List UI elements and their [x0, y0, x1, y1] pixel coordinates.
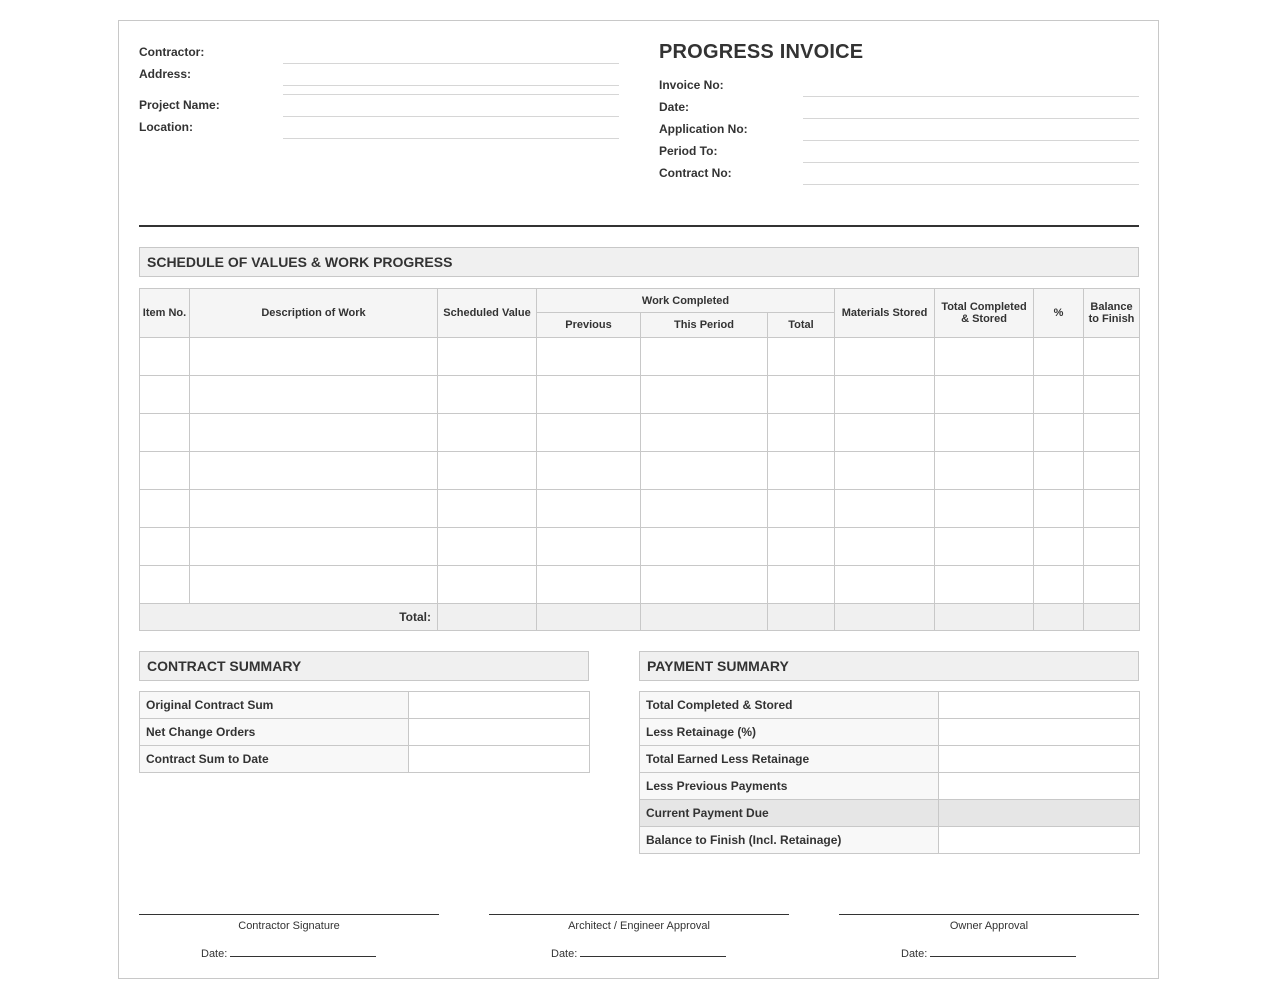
- contractor-date-line[interactable]: [230, 946, 376, 957]
- table-row: [140, 490, 1140, 528]
- payment-summary-header: [639, 651, 1139, 681]
- application-no-field[interactable]: [803, 140, 1139, 141]
- col-total-completed-stored: Total Completed & Stored: [935, 289, 1034, 338]
- contract-summary-title: CONTRACT SUMMARY: [147, 658, 302, 674]
- col-item-no: Item No.: [140, 289, 190, 338]
- payment-summary-title: PAYMENT SUMMARY: [647, 658, 789, 674]
- date-label: Date:: [659, 100, 690, 114]
- table-row: [140, 338, 1140, 376]
- col-balance-to-finish: Balance to Finish: [1084, 289, 1140, 338]
- total-label: Total:: [140, 604, 438, 631]
- owner-signature-block: [839, 914, 1139, 960]
- header-divider: [139, 225, 1139, 227]
- contract-no-label: Contract No:: [659, 166, 732, 180]
- net-change-orders-value[interactable]: [409, 719, 590, 746]
- table-row: [640, 692, 1140, 719]
- location-label: Location:: [139, 120, 193, 134]
- address-field-line-1[interactable]: [283, 85, 619, 86]
- schedule-section-header: [139, 247, 1139, 277]
- invoice-no-field[interactable]: [803, 96, 1139, 97]
- less-retainage-label: Less Retainage (%): [640, 719, 939, 746]
- contract-summary-table: [139, 691, 590, 773]
- col-materials-stored: Materials Stored: [835, 289, 935, 338]
- col-work-completed: Work Completed: [537, 289, 835, 313]
- table-row: [140, 719, 590, 746]
- address-label: Address:: [139, 67, 192, 81]
- project-name-field[interactable]: [283, 116, 619, 117]
- table-row: [640, 773, 1140, 800]
- payment-summary-table: [639, 691, 1140, 854]
- current-payment-due-label: Current Payment Due: [640, 800, 939, 827]
- table-row: [140, 414, 1140, 452]
- table-row: [640, 800, 1140, 827]
- net-change-orders-label: Net Change Orders: [140, 719, 409, 746]
- current-payment-due-value[interactable]: [939, 800, 1140, 827]
- col-total: Total: [768, 313, 835, 338]
- col-description: Description of Work: [190, 289, 438, 338]
- less-retainage-value[interactable]: [939, 719, 1140, 746]
- table-row: [140, 692, 590, 719]
- period-to-label: Period To:: [659, 144, 718, 158]
- contract-no-field[interactable]: [803, 184, 1139, 185]
- table-row: [140, 376, 1140, 414]
- total-row: [140, 604, 1140, 631]
- address-field-line-2[interactable]: [283, 94, 619, 95]
- architect-date-line[interactable]: [580, 946, 726, 957]
- total-earned-less-retainage-label: Total Earned Less Retainage: [640, 746, 939, 773]
- total-completed-stored-label: Total Completed & Stored: [640, 692, 939, 719]
- period-to-field[interactable]: [803, 162, 1139, 163]
- contractor-signature-block: [139, 914, 439, 960]
- col-scheduled-value: Scheduled Value: [438, 289, 537, 338]
- table-row: [140, 528, 1140, 566]
- less-previous-payments-value[interactable]: [939, 773, 1140, 800]
- less-previous-payments-label: Less Previous Payments: [640, 773, 939, 800]
- total-completed-stored-value[interactable]: [939, 692, 1140, 719]
- original-contract-sum-value[interactable]: [409, 692, 590, 719]
- table-row: [140, 566, 1140, 604]
- col-percent: %: [1034, 289, 1084, 338]
- balance-to-finish-value[interactable]: [939, 827, 1140, 854]
- table-row: [640, 719, 1140, 746]
- schedule-section-title: SCHEDULE OF VALUES & WORK PROGRESS: [147, 254, 453, 270]
- contract-sum-to-date-label: Contract Sum to Date: [140, 746, 409, 773]
- application-no-label: Application No:: [659, 122, 748, 136]
- col-this-period: This Period: [641, 313, 768, 338]
- contractor-date: [201, 946, 439, 960]
- invoice-no-label: Invoice No:: [659, 78, 724, 92]
- balance-to-finish-label: Balance to Finish (Incl. Retainage): [640, 827, 939, 854]
- owner-signature-caption: Owner Approval: [949, 920, 1029, 932]
- table-row: [140, 746, 590, 773]
- date-label: Date:: [201, 948, 228, 960]
- contractor-signature-line[interactable]: [139, 914, 439, 915]
- architect-signature-caption: Architect / Engineer Approval: [568, 920, 710, 932]
- architect-date: [551, 946, 789, 960]
- date-label: Date:: [901, 948, 928, 960]
- owner-date-line[interactable]: [930, 946, 1076, 957]
- col-previous: Previous: [537, 313, 641, 338]
- invoice-page: [118, 20, 1159, 979]
- contractor-signature-caption: Contractor Signature: [238, 920, 340, 932]
- table-row: [140, 452, 1140, 490]
- schedule-body: [140, 338, 1140, 631]
- table-row: [640, 827, 1140, 854]
- contract-summary-header: [139, 651, 589, 681]
- contract-sum-to-date-value[interactable]: [409, 746, 590, 773]
- owner-date: [901, 946, 1139, 960]
- owner-signature-line[interactable]: [839, 914, 1139, 915]
- location-field[interactable]: [283, 138, 619, 139]
- page-title: PROGRESS INVOICE: [659, 41, 864, 63]
- architect-signature-block: [489, 914, 789, 960]
- project-name-label: Project Name:: [139, 98, 220, 112]
- contractor-label: Contractor:: [139, 45, 205, 59]
- original-contract-sum-label: Original Contract Sum: [140, 692, 409, 719]
- contractor-field[interactable]: [283, 63, 619, 64]
- total-earned-less-retainage-value[interactable]: [939, 746, 1140, 773]
- date-label: Date:: [551, 948, 578, 960]
- date-field[interactable]: [803, 118, 1139, 119]
- table-row: [640, 746, 1140, 773]
- architect-signature-line[interactable]: [489, 914, 789, 915]
- schedule-table: [139, 288, 1140, 631]
